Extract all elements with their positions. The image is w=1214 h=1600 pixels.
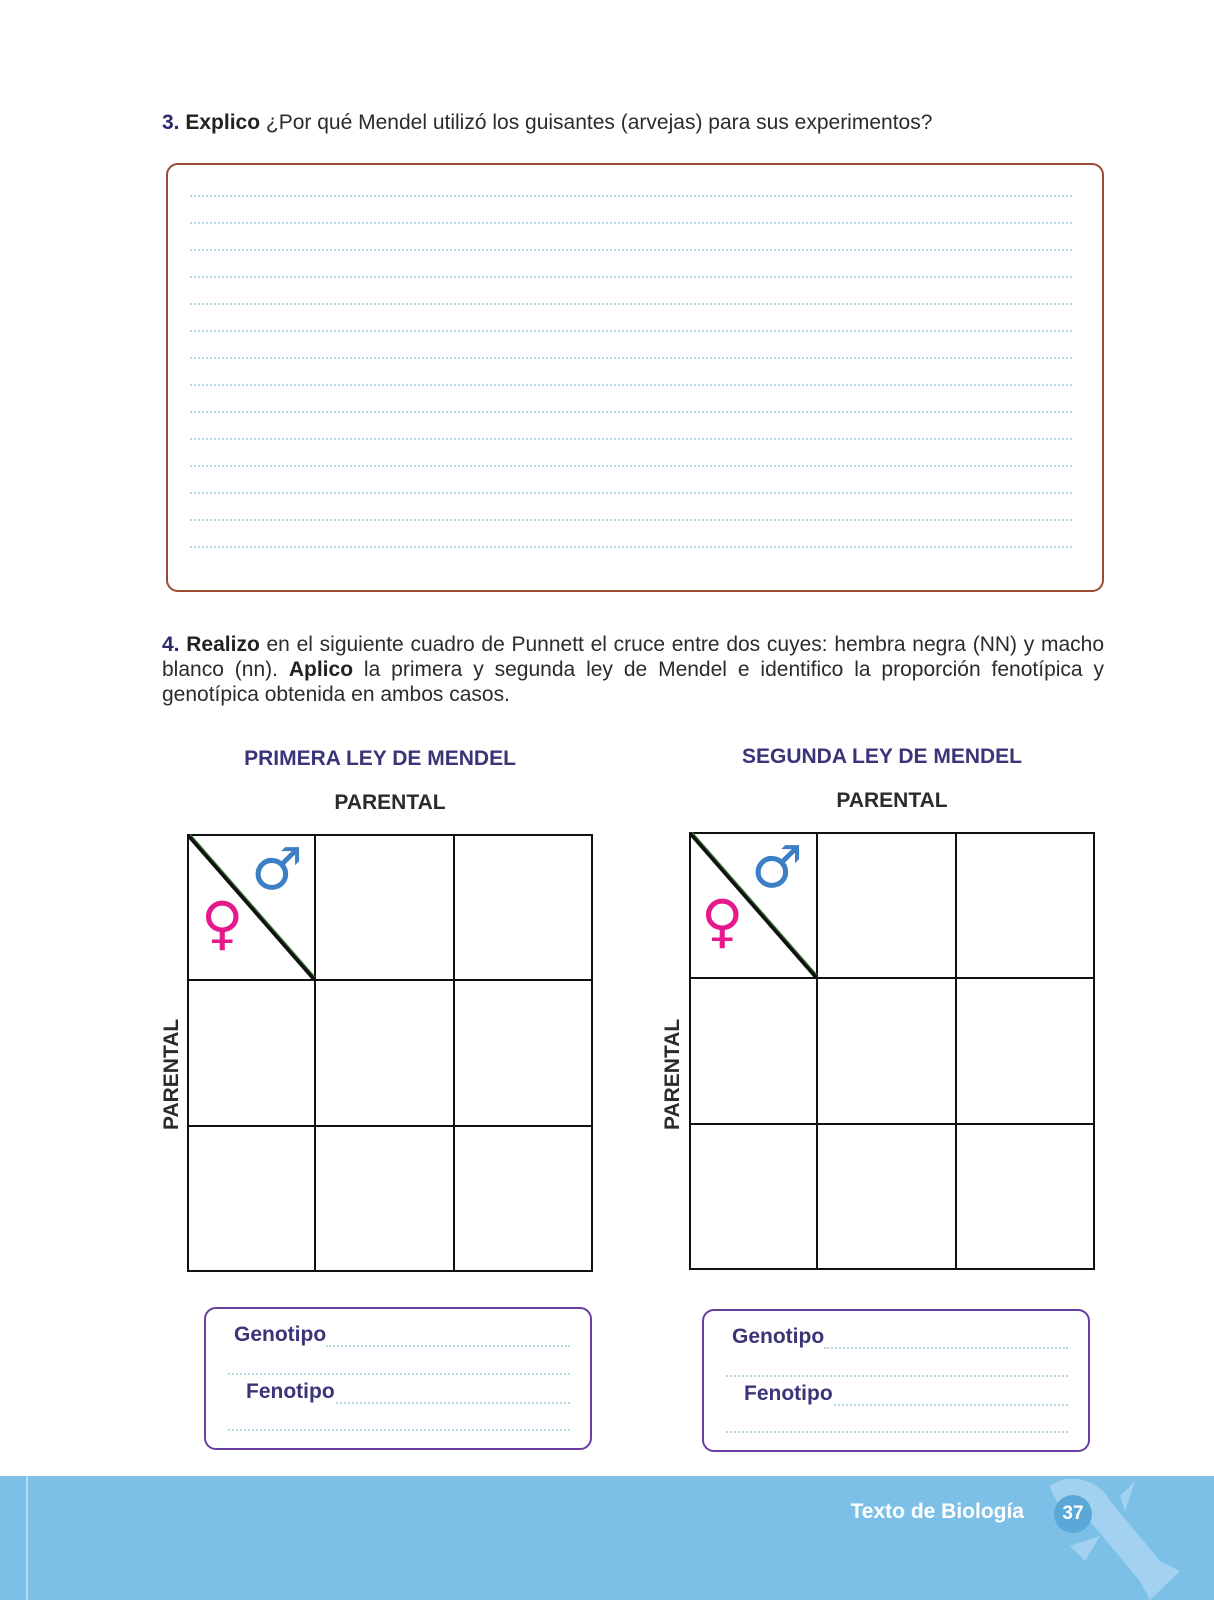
female-symbol-icon: ♀: [701, 887, 744, 955]
fenotipo-label-left: Fenotipo: [246, 1380, 335, 1403]
question-3-number: 3.: [162, 111, 180, 134]
female-symbol-icon: ♀: [201, 889, 244, 957]
writing-line: [190, 411, 1072, 413]
result-box-left[interactable]: [204, 1307, 592, 1450]
male-symbol-icon: ♂: [251, 835, 303, 903]
genotipo-line-left-2: [228, 1373, 570, 1375]
punnett-square-left: [187, 834, 593, 1272]
writing-line: [190, 465, 1072, 467]
writing-line: [190, 249, 1072, 251]
result-box-right[interactable]: [702, 1309, 1090, 1452]
genotipo-line-right-2: [726, 1375, 1068, 1377]
writing-line: [190, 384, 1072, 386]
parental-top-label-right: PARENTAL: [836, 789, 948, 812]
question-4-text-2: la primera y segunda ley de Mendel e identifico la proporción fenotípica y genotípica obtenida en ambos casos.: [162, 658, 1105, 706]
genotipo-line-left: [326, 1345, 570, 1347]
male-symbol-icon: ♂: [751, 833, 803, 901]
segunda-ley-title: SEGUNDA LEY DE MENDEL: [741, 745, 1023, 768]
page-number: 37: [1054, 1495, 1092, 1533]
question-3-text: ¿Por qué Mendel utilizó los guisantes (arvejas) para sus experimentos?: [260, 111, 933, 134]
page-footer: [0, 1476, 1214, 1600]
writing-line: [190, 492, 1072, 494]
fenotipo-label-right: Fenotipo: [744, 1382, 833, 1405]
writing-line: [190, 357, 1072, 359]
writing-line: [190, 546, 1072, 548]
writing-line: [190, 519, 1072, 521]
parental-side-label-right: PARENTAL: [661, 1018, 684, 1130]
fenotipo-line-left: [336, 1402, 570, 1404]
punnett-grid-left: [187, 834, 593, 1272]
writing-line: [190, 222, 1072, 224]
fenotipo-line-right: [834, 1404, 1068, 1406]
punnett-square-right: [689, 832, 1095, 1270]
question-4-text-1: en el siguiente cuadro de Punnett el cruce entre dos cuyes: hembra negra (NN) y macho blanco (nn).: [162, 633, 1104, 681]
writing-line: [190, 330, 1072, 332]
question-4: [162, 632, 1104, 707]
writing-line: [190, 438, 1072, 440]
fenotipo-line-left-2: [228, 1429, 570, 1431]
footer-divider: [26, 1476, 28, 1600]
primera-ley-title: PRIMERA LEY DE MENDEL: [244, 747, 516, 770]
question-4-number: 4.: [162, 633, 180, 656]
question-3: [162, 110, 1122, 135]
question-3-verb: Explico: [185, 111, 261, 134]
question-4-verb-2: Aplico: [288, 658, 354, 681]
genotipo-label-left: Genotipo: [234, 1323, 327, 1346]
rocket-icon: [1030, 1476, 1200, 1600]
genotipo-line-right: [824, 1347, 1068, 1349]
parental-top-label-left: PARENTAL: [334, 791, 446, 814]
fenotipo-line-right-2: [726, 1431, 1068, 1433]
parental-side-label-left: PARENTAL: [160, 1018, 183, 1130]
punnett-grid-right: [689, 832, 1095, 1270]
book-title: Texto de Biología: [850, 1500, 1024, 1523]
writing-line: [190, 195, 1072, 197]
writing-line: [190, 276, 1072, 278]
question-3-answer-box[interactable]: [166, 163, 1104, 592]
genotipo-label-right: Genotipo: [732, 1325, 825, 1348]
question-4-verb-1: Realizo: [186, 633, 260, 656]
writing-line: [190, 303, 1072, 305]
